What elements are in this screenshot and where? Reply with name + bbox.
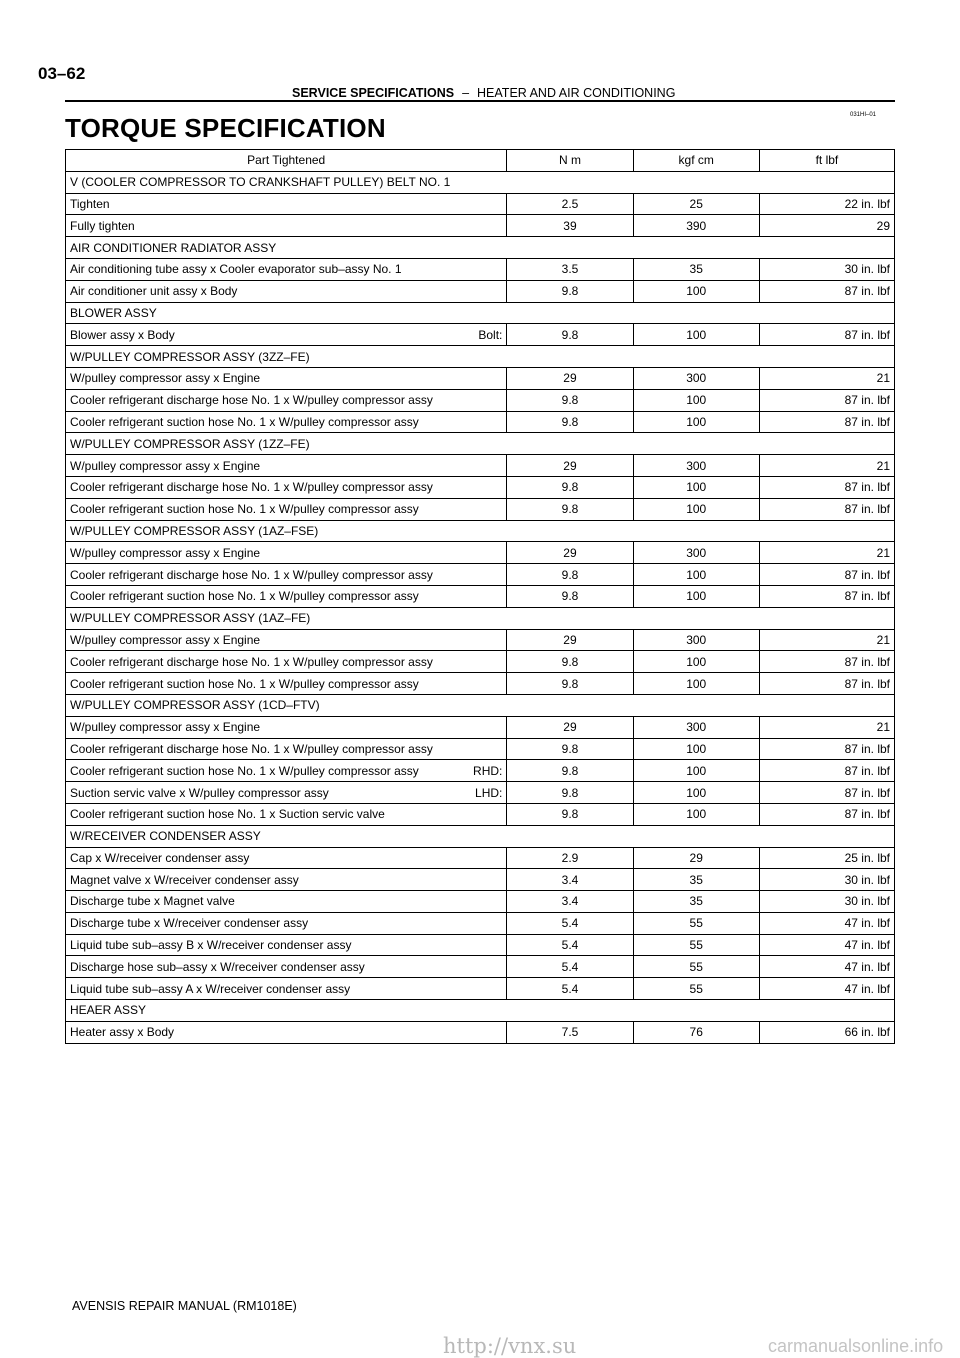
part-cell (66, 389, 507, 411)
group-heading: BLOWER ASSY (66, 302, 895, 324)
ftlbf-value: 21 (759, 455, 894, 477)
table-row (66, 629, 895, 651)
part-cell (66, 978, 507, 1000)
header-separator: – (462, 86, 470, 100)
ftlbf-value: 87 in. lbf (759, 738, 894, 760)
group-heading: W/PULLEY COMPRESSOR ASSY (1ZZ–FE) (66, 433, 895, 455)
part-name: Air conditioner unit assy x Body (70, 284, 238, 299)
group-heading: W/RECEIVER CONDENSER ASSY (66, 825, 895, 847)
table-row (66, 760, 895, 782)
page-number: 03–62 (38, 64, 86, 83)
table-header-row (66, 150, 895, 172)
kgf-value: 300 (633, 367, 759, 389)
table-row (66, 847, 895, 869)
kgf-value: 76 (633, 1021, 759, 1043)
header-chapter: HEATER AND AIR CONDITIONING (477, 86, 676, 100)
nm-value: 7.5 (507, 1021, 633, 1043)
kgf-value: 100 (633, 280, 759, 302)
kgf-value: 300 (633, 716, 759, 738)
kgf-value: 35 (633, 258, 759, 280)
part-name: Liquid tube sub–assy A x W/receiver condenser assy (70, 981, 351, 996)
ftlbf-value: 87 in. lbf (759, 782, 894, 804)
nm-value: 29 (507, 367, 633, 389)
part-cell (66, 651, 507, 673)
part-cell (66, 738, 507, 760)
kgf-value: 100 (633, 564, 759, 586)
table-body (66, 171, 895, 1043)
column-header-nm: N m (507, 150, 633, 172)
part-cell (66, 956, 507, 978)
table-group-row (66, 694, 895, 716)
part-cell (66, 891, 507, 913)
ftlbf-value: 30 in. lbf (759, 891, 894, 913)
part-name: Suction servic valve x W/pulley compressor assy (70, 785, 329, 800)
part-name: Discharge hose sub–assy x W/receiver condenser assy (70, 959, 365, 974)
table-group-row (66, 433, 895, 455)
nm-value: 9.8 (507, 760, 633, 782)
nm-value: 9.8 (507, 585, 633, 607)
part-name: W/pulley compressor assy x Engine (70, 458, 261, 473)
part-cell (66, 803, 507, 825)
part-name: Magnet valve x W/receiver condenser assy (70, 872, 299, 887)
part-cell (66, 760, 507, 782)
table-row (66, 782, 895, 804)
table-row (66, 455, 895, 477)
column-header-kgf: kgf cm (633, 150, 759, 172)
group-heading: AIR CONDITIONER RADIATOR ASSY (66, 237, 895, 259)
table-row (66, 891, 895, 913)
part-cell (66, 716, 507, 738)
kgf-value: 55 (633, 934, 759, 956)
group-heading: W/PULLEY COMPRESSOR ASSY (1AZ–FSE) (66, 520, 895, 542)
part-cell (66, 367, 507, 389)
part-cell (66, 324, 507, 346)
part-name: Cooler refrigerant discharge hose No. 1 x W/pulley compressor assy (70, 741, 433, 756)
part-cell (66, 455, 507, 477)
part-name: Cooler refrigerant suction hose No. 1 x Suction servic valve (70, 807, 385, 822)
nm-value: 9.8 (507, 803, 633, 825)
table-group-row (66, 346, 895, 368)
figure-id: 031HI–01 (850, 112, 877, 118)
part-name: Cooler refrigerant suction hose No. 1 x W/pulley compressor assy (70, 763, 419, 778)
part-cell (66, 629, 507, 651)
kgf-value: 100 (633, 803, 759, 825)
kgf-value: 35 (633, 869, 759, 891)
nm-value: 3.4 (507, 869, 633, 891)
group-heading: W/PULLEY COMPRESSOR ASSY (1CD–FTV) (66, 694, 895, 716)
table-row (66, 324, 895, 346)
group-heading: W/PULLEY COMPRESSOR ASSY (3ZZ–FE) (66, 346, 895, 368)
nm-value: 9.8 (507, 280, 633, 302)
nm-value: 29 (507, 629, 633, 651)
ftlbf-value: 87 in. lbf (759, 476, 894, 498)
nm-value: 5.4 (507, 934, 633, 956)
nm-value: 3.5 (507, 258, 633, 280)
part-note: RHD: (473, 763, 503, 778)
part-cell (66, 542, 507, 564)
part-name: Cooler refrigerant suction hose No. 1 x W/pulley compressor assy (70, 414, 419, 429)
ftlbf-value: 21 (759, 716, 894, 738)
kgf-value: 100 (633, 411, 759, 433)
part-cell (66, 193, 507, 215)
table-row (66, 389, 895, 411)
table-row (66, 956, 895, 978)
nm-value: 9.8 (507, 651, 633, 673)
part-name: Discharge tube x W/receiver condenser assy (70, 916, 309, 931)
nm-value: 29 (507, 455, 633, 477)
kgf-value: 100 (633, 476, 759, 498)
nm-value: 9.8 (507, 411, 633, 433)
ftlbf-value: 87 in. lbf (759, 760, 894, 782)
nm-value: 9.8 (507, 673, 633, 695)
table-row (66, 542, 895, 564)
ftlbf-value: 66 in. lbf (759, 1021, 894, 1043)
kgf-value: 100 (633, 673, 759, 695)
table-row (66, 411, 895, 433)
watermark-site: carmanualsonline.info (768, 1336, 944, 1356)
ftlbf-value: 21 (759, 542, 894, 564)
group-heading: V (COOLER COMPRESSOR TO CRANKSHAFT PULLEY) BELT NO. 1 (66, 171, 895, 193)
table-group-row (66, 1000, 895, 1022)
table-row (66, 564, 895, 586)
ftlbf-value: 87 in. lbf (759, 280, 894, 302)
ftlbf-value: 87 in. lbf (759, 411, 894, 433)
nm-value: 5.4 (507, 978, 633, 1000)
nm-value: 9.8 (507, 738, 633, 760)
table-row (66, 367, 895, 389)
running-header (292, 86, 675, 100)
kgf-value: 300 (633, 629, 759, 651)
kgf-value: 55 (633, 978, 759, 1000)
ftlbf-value: 21 (759, 629, 894, 651)
part-cell (66, 934, 507, 956)
footer-text: AVENSIS REPAIR MANUAL (RM1018E) (72, 1299, 297, 1313)
ftlbf-value: 87 in. lbf (759, 324, 894, 346)
table-row (66, 978, 895, 1000)
ftlbf-value: 87 in. lbf (759, 651, 894, 673)
kgf-value: 300 (633, 542, 759, 564)
nm-value: 9.8 (507, 782, 633, 804)
part-cell (66, 411, 507, 433)
nm-value: 39 (507, 215, 633, 237)
part-name: Air conditioning tube assy x Cooler evaporator sub–assy No. 1 (70, 262, 402, 277)
ftlbf-value: 87 in. lbf (759, 673, 894, 695)
kgf-value: 100 (633, 498, 759, 520)
table-group-row (66, 520, 895, 542)
torque-spec-table (65, 149, 895, 1044)
header-section: SERVICE SPECIFICATIONS (292, 86, 455, 100)
part-cell (66, 564, 507, 586)
table-row (66, 651, 895, 673)
part-cell (66, 476, 507, 498)
nm-value: 5.4 (507, 912, 633, 934)
part-name: Liquid tube sub–assy B x W/receiver condenser assy (70, 938, 352, 953)
part-name: Cooler refrigerant discharge hose No. 1 x W/pulley compressor assy (70, 567, 433, 582)
table-row (66, 716, 895, 738)
column-header-ftlbf: ft lbf (759, 150, 894, 172)
part-name: Discharge tube x Magnet valve (70, 894, 235, 909)
nm-value: 5.4 (507, 956, 633, 978)
ftlbf-value: 29 (759, 215, 894, 237)
table-group-row (66, 302, 895, 324)
table-row (66, 585, 895, 607)
kgf-value: 100 (633, 760, 759, 782)
kgf-value: 100 (633, 324, 759, 346)
table-row (66, 738, 895, 760)
ftlbf-value: 47 in. lbf (759, 912, 894, 934)
part-cell (66, 847, 507, 869)
ftlbf-value: 87 in. lbf (759, 564, 894, 586)
ftlbf-value: 87 in. lbf (759, 389, 894, 411)
part-name: Fully tighten (70, 218, 135, 233)
kgf-value: 55 (633, 912, 759, 934)
table-row (66, 193, 895, 215)
nm-value: 9.8 (507, 564, 633, 586)
nm-value: 2.9 (507, 847, 633, 869)
table-row (66, 498, 895, 520)
table-row (66, 280, 895, 302)
part-cell (66, 912, 507, 934)
ftlbf-value: 87 in. lbf (759, 585, 894, 607)
part-cell (66, 215, 507, 237)
nm-value: 2.5 (507, 193, 633, 215)
table-group-row (66, 171, 895, 193)
kgf-value: 300 (633, 455, 759, 477)
table-group-row (66, 825, 895, 847)
part-name: W/pulley compressor assy x Engine (70, 371, 261, 386)
ftlbf-value: 21 (759, 367, 894, 389)
part-name: Cooler refrigerant suction hose No. 1 x W/pulley compressor assy (70, 502, 419, 517)
part-note: Bolt: (478, 327, 503, 342)
nm-value: 29 (507, 542, 633, 564)
part-name: Cap x W/receiver condenser assy (70, 850, 250, 865)
part-name: W/pulley compressor assy x Engine (70, 632, 261, 647)
nm-value: 29 (507, 716, 633, 738)
nm-value: 3.4 (507, 891, 633, 913)
ftlbf-value: 25 in. lbf (759, 847, 894, 869)
table-group-row (66, 237, 895, 259)
kgf-value: 35 (633, 891, 759, 913)
page-title: TORQUE SPECIFICATION (65, 113, 386, 143)
ftlbf-value: 22 in. lbf (759, 193, 894, 215)
table-row (66, 215, 895, 237)
part-name: Blower assy x Body (70, 327, 175, 342)
table-group-row (66, 607, 895, 629)
part-name: Cooler refrigerant suction hose No. 1 x W/pulley compressor assy (70, 589, 419, 604)
part-cell (66, 585, 507, 607)
kgf-value: 100 (633, 782, 759, 804)
kgf-value: 100 (633, 738, 759, 760)
ftlbf-value: 87 in. lbf (759, 803, 894, 825)
kgf-value: 100 (633, 389, 759, 411)
ftlbf-value: 30 in. lbf (759, 258, 894, 280)
ftlbf-value: 87 in. lbf (759, 498, 894, 520)
part-note: LHD: (475, 785, 503, 800)
nm-value: 9.8 (507, 498, 633, 520)
nm-value: 9.8 (507, 389, 633, 411)
part-name: Tighten (70, 196, 110, 211)
table-row (66, 1021, 895, 1043)
part-name: Cooler refrigerant suction hose No. 1 x W/pulley compressor assy (70, 676, 419, 691)
table-row (66, 912, 895, 934)
ftlbf-value: 30 in. lbf (759, 869, 894, 891)
group-heading: HEAER ASSY (66, 1000, 895, 1022)
part-name: Cooler refrigerant discharge hose No. 1 x W/pulley compressor assy (70, 654, 433, 669)
table-row (66, 803, 895, 825)
ftlbf-value: 47 in. lbf (759, 934, 894, 956)
kgf-value: 55 (633, 956, 759, 978)
part-cell (66, 498, 507, 520)
part-name: Cooler refrigerant discharge hose No. 1 x W/pulley compressor assy (70, 393, 433, 408)
ftlbf-value: 47 in. lbf (759, 956, 894, 978)
kgf-value: 29 (633, 847, 759, 869)
part-cell (66, 280, 507, 302)
table-row (66, 258, 895, 280)
header-rule (65, 100, 895, 102)
kgf-value: 25 (633, 193, 759, 215)
kgf-value: 100 (633, 651, 759, 673)
table-row (66, 934, 895, 956)
table-row (66, 476, 895, 498)
part-name: Heater assy x Body (70, 1025, 175, 1040)
part-cell (66, 1021, 507, 1043)
table-row (66, 869, 895, 891)
group-heading: W/PULLEY COMPRESSOR ASSY (1AZ–FE) (66, 607, 895, 629)
part-cell (66, 782, 507, 804)
nm-value: 9.8 (507, 476, 633, 498)
part-name: Cooler refrigerant discharge hose No. 1 x W/pulley compressor assy (70, 480, 433, 495)
nm-value: 9.8 (507, 324, 633, 346)
table-row (66, 673, 895, 695)
part-cell (66, 258, 507, 280)
watermark-url: http://vnx.su (443, 1334, 577, 1358)
part-name: W/pulley compressor assy x Engine (70, 720, 261, 735)
kgf-value: 390 (633, 215, 759, 237)
part-name: W/pulley compressor assy x Engine (70, 545, 261, 560)
part-cell (66, 673, 507, 695)
part-cell (66, 869, 507, 891)
kgf-value: 100 (633, 585, 759, 607)
column-header-part: Part Tightened (66, 150, 507, 172)
ftlbf-value: 47 in. lbf (759, 978, 894, 1000)
